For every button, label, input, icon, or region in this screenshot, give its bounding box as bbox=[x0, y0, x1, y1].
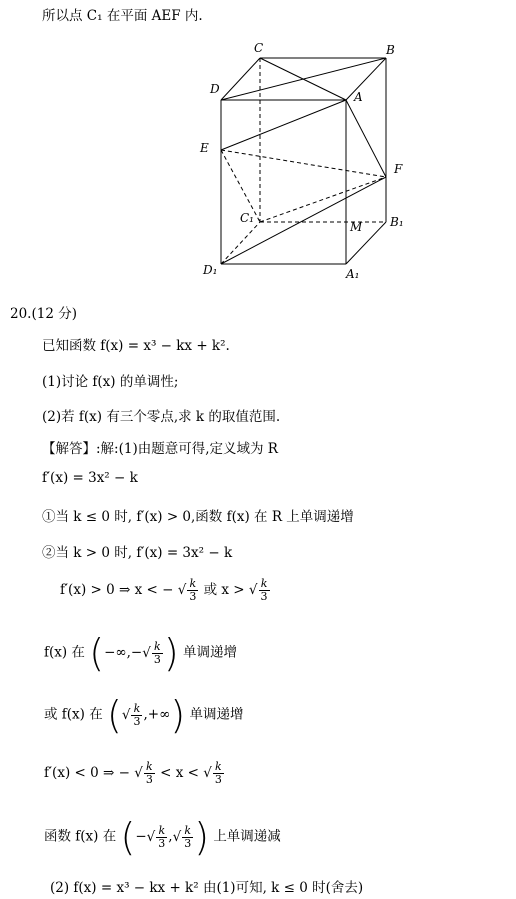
edge-d1c1 bbox=[221, 222, 260, 264]
dec-suffix: 上单调递减 bbox=[213, 828, 281, 845]
sqrt-k-over-3: √ $\frac{k}{3}$ bbox=[142, 639, 161, 666]
label-m: M bbox=[350, 220, 363, 234]
label-c1: C₁ bbox=[240, 211, 254, 225]
edge-ab bbox=[346, 58, 386, 100]
line-c1f bbox=[260, 177, 386, 222]
solution-part2: (2) f(x) = x³ − kx + k² 由(1)可知, k ≤ 0 时(舍去) bbox=[50, 880, 364, 896]
label-c: C bbox=[254, 41, 264, 55]
edge-dc bbox=[221, 58, 260, 100]
prism-figure bbox=[0, 30, 516, 292]
problem-header: 20.(12 分) bbox=[10, 306, 77, 322]
label-d: D bbox=[210, 82, 220, 96]
line-ef bbox=[221, 150, 386, 177]
inc1-interval-left: −∞,− bbox=[104, 644, 143, 661]
dec-prefix: 函数 f(x) 在 bbox=[44, 828, 117, 845]
solution-case2: ②当 k > 0 时, f′(x) = 3x² − k bbox=[42, 545, 233, 561]
problem-q1: (1)讨论 f(x) 的单调性; bbox=[42, 374, 179, 390]
label-a1: A₁ bbox=[346, 267, 360, 281]
inc2-suffix: 单调递增 bbox=[189, 706, 244, 723]
sqrt-k-over-3: √ $\frac{k}{3}$ bbox=[134, 760, 153, 786]
inequality-positive bbox=[60, 578, 271, 603]
sqrt-k-over-3: √ $\frac{k}{3}$ bbox=[203, 760, 222, 786]
label-a: A bbox=[354, 90, 363, 104]
sqrt-k-over-3: √ $\frac{k}{3}$ bbox=[248, 577, 268, 603]
inc1-prefix: f(x) 在 bbox=[44, 644, 85, 661]
problem-q2: (2)若 f(x) 有三个零点,求 k 的取值范围. bbox=[42, 409, 281, 425]
problem-given: 已知函数 f(x) = x³ − kx + k². bbox=[42, 338, 230, 354]
sqrt-k-over-3: √ $\frac{k}{3}$ bbox=[121, 701, 141, 728]
solution-case1: ①当 k ≤ 0 时, f′(x) > 0,函数 f(x) 在 R 上单调递增 bbox=[42, 509, 354, 525]
solution-derivative: f′(x) = 3x² − k bbox=[42, 470, 138, 486]
ineq2-left: f′(x) < 0 ⇒ − bbox=[44, 765, 130, 781]
inc1-suffix: 单调递增 bbox=[182, 644, 237, 661]
label-b: B bbox=[386, 43, 395, 57]
label-d1: D₁ bbox=[203, 263, 218, 277]
dec-interval-mid: , bbox=[168, 828, 173, 845]
increasing-interval-2: 或 f(x) 在 (√ $\frac{k}{3}$ ,+∞) 单调递增 bbox=[44, 693, 244, 737]
top-line: 所以点 C₁ 在平面 AEF 内. bbox=[42, 8, 203, 24]
line-af bbox=[346, 100, 386, 177]
sqrt-k-over-3: √ $\frac{k}{3}$ bbox=[172, 823, 192, 850]
solution-intro: 【解答】:解:(1)由题意可得,定义域为 R bbox=[42, 441, 278, 457]
sqrt-k-over-3: √ $\frac{k}{3}$ bbox=[146, 823, 166, 850]
dec-interval-left: − bbox=[135, 828, 147, 845]
inc2-prefix: 或 f(x) 在 bbox=[44, 706, 103, 723]
increasing-interval-1: f(x) 在 (−∞,−√ $\frac{k}{3}$ ) 单调递增 bbox=[44, 631, 237, 675]
sqrt-k-over-3: √ $\frac{k}{3}$ bbox=[177, 577, 197, 603]
ineq2-mid: < x < bbox=[160, 765, 199, 781]
inc2-interval-right: ,+∞ bbox=[143, 706, 171, 723]
inequality-negative bbox=[44, 761, 225, 786]
ineq1-left: f′(x) > 0 ⇒ x < − bbox=[60, 582, 174, 598]
label-b1: B₁ bbox=[390, 215, 404, 229]
label-f: F bbox=[394, 162, 403, 176]
ineq1-mid: 或 x > bbox=[203, 582, 245, 598]
line-ea bbox=[221, 100, 346, 150]
label-e: E bbox=[200, 141, 209, 155]
decreasing-interval: 函数 f(x) 在 (−√ $\frac{k}{3}$ ,√ $\frac{k}{3}$ ) 上单调递减 bbox=[44, 815, 281, 859]
